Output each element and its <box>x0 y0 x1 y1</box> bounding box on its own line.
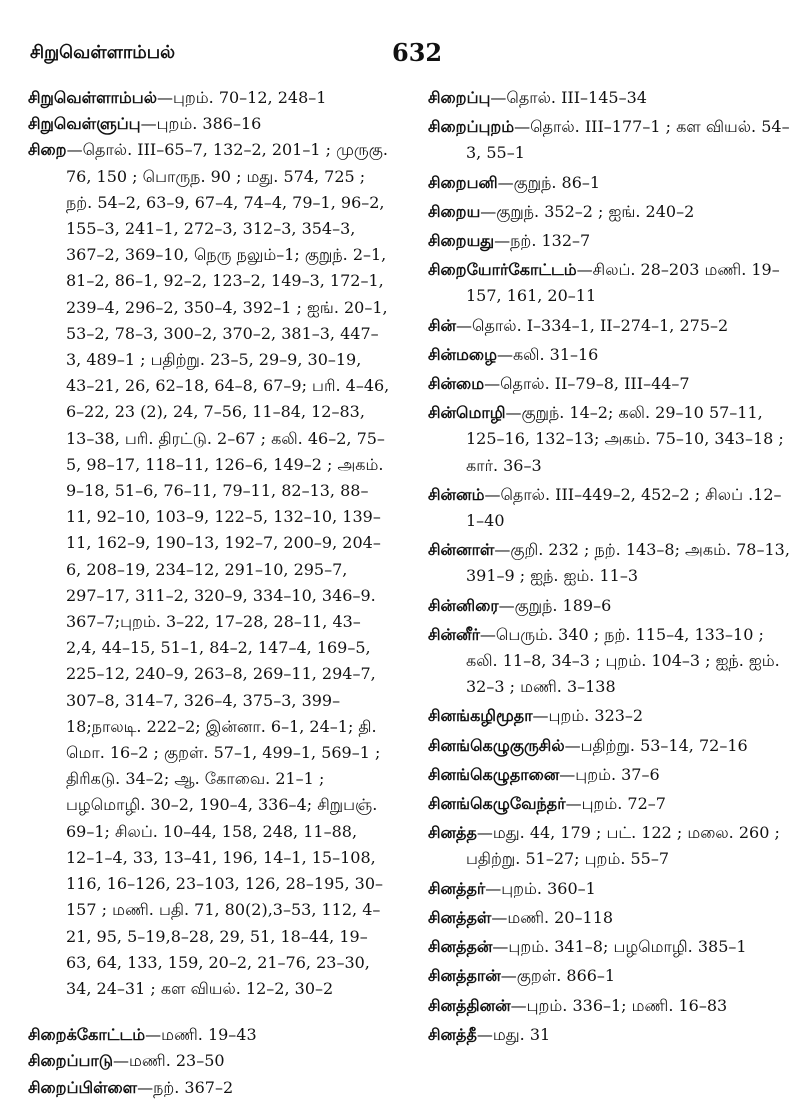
entry-references: —தொல். III–145–34 <box>490 88 647 107</box>
index-entry <box>428 371 792 397</box>
entry-headword: சிறைப்புறம் <box>428 117 515 137</box>
entry-references: —புறம். 323–2 <box>532 706 644 726</box>
entry-headword: சிறுவெள்ளாம்பல் <box>28 88 157 107</box>
entry-headword: சின்னம் <box>428 484 485 504</box>
entry-headword: சிறைப்பிள்ளை <box>28 1077 138 1097</box>
index-entry <box>428 199 792 225</box>
entry-headword: சினத்தீ <box>428 1024 477 1044</box>
entry-references: —தொல். I–334–1, II–274–1, 275–2 <box>456 315 729 335</box>
index-entry <box>428 85 792 111</box>
entry-headword: சினங்கெழுதானை <box>428 764 560 784</box>
entry-headword: சிறைபனி <box>428 172 498 192</box>
entry-references: —மணி. 23–50 <box>113 1051 225 1071</box>
index-entry <box>428 400 792 479</box>
entry-headword: சின்மொழி <box>428 403 506 423</box>
entry-references: —மணி. 19–43 <box>145 1025 257 1045</box>
entry-headword: சிறைப்பாடு <box>28 1051 114 1071</box>
entry-headword: சின்மழை <box>428 344 497 364</box>
entry-references: —புறம். 37–6 <box>559 764 660 784</box>
entry-headword: சினங்கெழுவேந்தர் <box>428 794 566 814</box>
entry-headword: சின்னிரை <box>428 595 499 615</box>
entry-references: —புறம். 360–1 <box>485 878 596 898</box>
page-number: 632 <box>392 38 443 67</box>
entry-headword: சினத்த <box>428 823 477 843</box>
left-column <box>28 85 390 1101</box>
index-entry <box>428 876 792 902</box>
entry-references: —பெரும். 340 ; நற். 115–4, 133–10 ; கலி. 11–8, 34–3 ; புறம். 104–3 ; ஐந். ஐம். 32–3 ; மணி. 3–138 <box>466 624 780 697</box>
entry-headword: சின்னாள் <box>428 540 495 560</box>
index-entry <box>428 170 792 196</box>
index-entry <box>428 114 792 166</box>
entry-headword: சினங்கெழுகுருசில் <box>428 735 565 755</box>
index-entry <box>428 993 792 1019</box>
entry-headword: சிறையோர்கோட்டம் <box>428 260 577 280</box>
entry-headword: சின்மை <box>428 374 485 394</box>
entry-references: —நற். 367–2 <box>137 1077 234 1097</box>
running-headword: சிறுவெள்ளாம்பல் <box>30 42 176 63</box>
index-entry <box>428 820 792 872</box>
entry-references: —குறுந். 14–2; கலி. 29–10 57–11, 125–16, 132–13; அகம். 75–10, 343–18 ; கார். 36–3 <box>466 403 784 475</box>
entry-references: —சிலப். 28–203 மணி. 19–157, 161, 20–11 <box>466 260 780 306</box>
entry-references: —புறம். 336–1; மணி. 16–83 <box>510 995 728 1015</box>
index-entry <box>428 1022 792 1048</box>
index-entry <box>28 1022 390 1048</box>
entry-references: —குறள். 866–1 <box>500 966 616 986</box>
index-entry <box>428 905 792 931</box>
index-entry <box>28 85 390 111</box>
entry-headword: சினத்தர் <box>428 878 486 898</box>
entry-headword: சிறுவெள்ளுப்பு <box>28 114 141 134</box>
index-entry <box>428 257 792 309</box>
index-entry <box>28 1075 390 1101</box>
entry-headword: சிறையது <box>428 231 495 251</box>
entry-references: —நற். 132–7 <box>494 231 591 251</box>
index-entry <box>428 593 792 619</box>
index-entry <box>28 1048 390 1074</box>
entry-headword: சின்னீர் <box>428 624 480 644</box>
entry-references: —மது. 44, 179 ; பட். 122 ; மலை. 260 ; பதிற்று. 51–27; புறம். 55–7 <box>466 823 780 869</box>
entry-references: —புறம். 72–7 <box>565 794 666 814</box>
index-entry <box>428 228 792 254</box>
page-header <box>30 38 790 74</box>
index-entry <box>428 313 792 339</box>
entry-headword: சிறைய <box>428 201 481 221</box>
right-column <box>428 85 792 1051</box>
entry-references: —குறுந். 352–2 ; ஐங். 240–2 <box>480 201 695 221</box>
entry-headword: சினத்தள் <box>428 907 492 927</box>
index-entry <box>428 537 792 589</box>
entry-headword: சிறைக்கோட்டம் <box>28 1025 146 1045</box>
entry-references: —புறம். 341–8; பழமொழி. 385–1 <box>492 937 747 957</box>
entry-headword: சினங்கழிமூதா <box>428 706 533 726</box>
entry-headword: சினத்தினன் <box>428 995 511 1015</box>
index-entry <box>428 622 792 701</box>
index-entry <box>428 703 792 729</box>
index-entry <box>428 733 792 759</box>
entry-references: —புறம். 70–12, 248–1 <box>156 88 327 107</box>
index-entry <box>428 791 792 817</box>
index-entry <box>428 963 792 989</box>
index-entry <box>428 934 792 960</box>
entry-headword: சினத்தான் <box>428 966 501 986</box>
entry-references: —தொல். III–177–1 ; கள வியல். 54–3, 55–1 <box>466 117 790 163</box>
entry-references: —தொல். III–65–7, 132–2, 201–1 ; முருகு. 76, 150 ; பொருந. 90 ; மது. 574, 725 ; நற். 54–2, 63–9, 67–4, 74–4, 79–1, 96–2, 155–3, 241–1, 272–3, 312–3, 354–3, 367–2, 369–10, நெரு நலும்–1; குறுந். 2–1, 81–2, 86–1, 92–2, 123–2, 149–3, 172–1, 239–4, 296–2, 350–4, 392–1 ; ஐங். 20–1, 53–2, 78–3, 300–2, 370–2, 381–3, 447–3, 489–1 ; பதிற்று. 23–5, 29–9, 30–19, 43–21, 26, 62–18, 64–8, 67–9; பரி. 4–46, 6–22, 23 (2), 24, 7–56, 11–84, 12–83, 13–38, பரி. திரட்டு. 2–67 ; கலி. 46–2, 75–5, 98–17, 118–11, 126–6, 149–2 ; அகம். 9–18, 51–6, 76–11, 79–11, 82–13, 88–11, 92–10, 103–9, 122–5, 132–10, 139–11, 162–9, 190–13, 192–7, 200–9, 204–6, 208–19, 234–12, 291–10, 295–7, 297–17, 311–2, 320–9, 334–10, 346–9. 367–7;புறம். 3–22, 17–28, 28–11, 43–2,4, 44–15, 51–1, 84–2, 147–4, 169–5, 225–12, 240–9, 263–8, 269–11, 294–7, 307–8, 314–7, 326–4, 375–3, 399–18;நாலடி. 222–2; இன்னா. 6–1, 24–1; தி. மொ. 16–2 ; குறள். 57–1, 499–1, 569–1 ; திரிகடு. 34–2; ஆ. கோவை. 21–1 ; பழமொழி. 30–2, 190–4, 336–4; சிறுபஞ். 69–1; சிலப். 10–44, 158, 248, 11–88, 12–1–4, 33, 13–41, 196, 14–1, 15–108, 116, 16–126, 23–103, 126, 28–195, 30–157 ; மணி. பதி. 71, 80(2),3–53, 112, 4–21, 95, 5–19,8–28, 29, 51, 18–44, 19–63, 64, 133, 159, 20–2, 21–76, 23–30, 34, 24–31 ; கள வியல். 12–2, 30–2 <box>66 140 390 998</box>
entry-references: —புறம். 386–16 <box>140 114 262 134</box>
entry-references: —மணி. 20–118 <box>491 907 614 927</box>
entry-headword: சினத்தன் <box>428 937 493 957</box>
entry-headword: சின் <box>428 315 457 335</box>
entry-references: —மது. 31 <box>476 1024 551 1044</box>
entry-references: —குறுந். 86–1 <box>497 172 601 192</box>
entry-headword: சிறைப்பு <box>428 88 491 107</box>
entry-headword: சிறை <box>28 140 67 160</box>
index-entry <box>428 342 792 368</box>
entry-references: —குறி. 232 ; நற். 143–8; அகம். 78–13, 391–9 ; ஐந். ஐம். 11–3 <box>466 540 790 586</box>
index-entry <box>28 137 390 1002</box>
index-entry <box>28 111 390 137</box>
entry-references: —குறுந். 189–6 <box>498 595 612 615</box>
index-entry <box>428 482 792 534</box>
entry-references: —பதிற்று. 53–14, 72–16 <box>564 735 748 755</box>
entry-references: —தொல். II–79–8, III–44–7 <box>484 374 690 394</box>
entry-references: —கலி. 31–16 <box>496 344 599 364</box>
index-entry <box>428 762 792 788</box>
entry-references: —தொல். III–449–2, 452–2 ; சிலப் .12–1–40 <box>466 484 782 531</box>
